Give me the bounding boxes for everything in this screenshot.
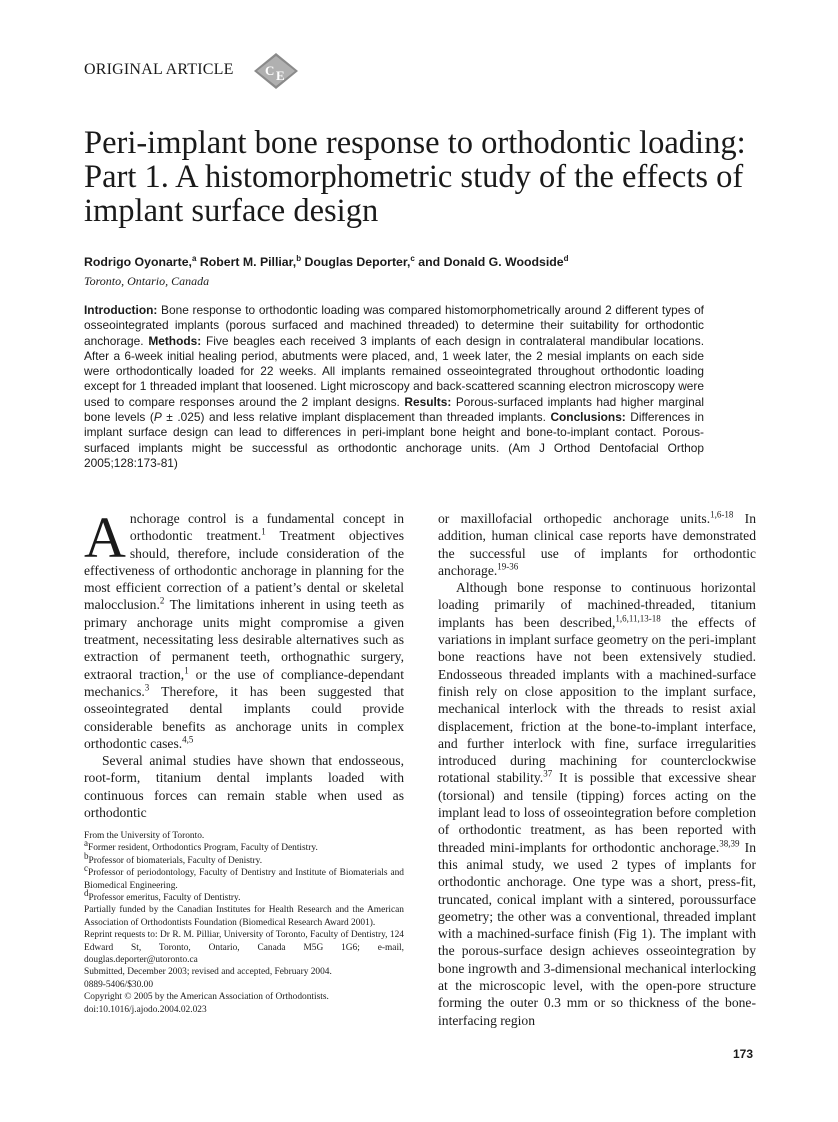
abstract: Introduction: Bone response to orthodontic loading was compared histomorphometrically around 2 different types of osseointegrated implants (porous surfaced and machined threaded) to determine their suitability for orthodontic anchorage. Methods: Five beagles each received 3 implants of each design in contralateral mandibular locations. After a 6-week initial healing period, abutments were placed, and, 1 week later, the 2 mesial implants on each side were orthodontically loaded for 22 weeks. All implants remained osseointegrated throughout orthodontic loading except for 1 threaded implant that loosened. Light microscopy and back-scattered scanning electron microscopy were used to compare responses around the 2 implant designs. Results: Porous-surfaced implants had higher marginal bone levels (P ± .025) and less relative implant displacement than threaded implants. Conclusions: Differences in implant surface design can lead to differences in peri-implant bone height and bone-to-implant contact. Porous-surfaced implants might be successful as orthodontic anchorage units. (Am J Orthod Dentofacial Orthop 2005;128:173-81) [84,303,704,470]
footnote-c: $^c$Professor of periodontology, Faculty of Dentistry and Institute of Biomaterials and Biomedical Engineering. [84,863,404,891]
body-paragraph: or maxillofacial orthopedic anchorage units.$^{1,6-18}$ In addition, human clinical case reports have demonstrated the successful use of implants for orthodontic anchorage.$^{19-36}$ [438,509,756,578]
section-label: ORIGINAL ARTICLE [84,61,234,78]
svg-text:C: C [265,63,275,78]
footnote-funding: Partially funded by the Canadian Institutes for Health Research and the American Association of Orthodontists Foundation (Biomedical Research Award 2001). [84,905,404,928]
footnote-reprint: Reprint requests to: Dr R. M. Pilliar, University of Toronto, Faculty of Dentistry, 124 Edward St, Toronto, Ontario, Canada M5G 1G6; e-mail, douglas.deporter@utoronto.ca [84,930,404,966]
journal-logo [252,52,300,90]
author-list: Rodrigo Oyonarte,$^a$ Robert M. Pilliar,$^b$ Douglas Deporter,$^c$ and Donald G. Woodside$^d$ [84,253,569,269]
author-name: Rodrigo Oyonarte, [84,255,192,269]
footnotes [84,830,404,1016]
footnote-a: $^a$Former resident, Orthodontics Program, Faculty of Dentistry. [84,838,318,854]
svg-text:E: E [276,68,285,83]
article-title: Peri-implant bone response to orthodontic loading: Part 1. A histomorphometric study of the effects of implant surface design [84,125,746,229]
footnote-doi: doi:10.1016/j.ajodo.2004.02.023 [84,1004,207,1015]
footnote-affiliation: From the University of Toronto. [84,831,205,841]
author-location: Toronto, Ontario, Canada [84,274,210,288]
author-name: Douglas Deporter, [304,255,411,269]
footnote-submitted: Submitted, December 2003; revised and accepted, February 2004. [84,967,332,978]
drop-cap: A [84,505,126,570]
page-number: 173 [733,1047,754,1061]
body-paragraph: Several animal studies have shown that endosseous, root-form, titanium dental implants loaded with continuous forces can remain stable when used as orthodontic [84,753,404,821]
body-column-right [438,510,756,1029]
footnote-issn: 0889-5406/$30.00 [84,979,154,990]
body-paragraph: Although bone response to continuous horizontal loading primarily of machined-threaded, titanium implants has been described,$^{1,6,11,13-18}$ the effects of variations in implant surface geometry on the peri-implant bone reactions have not been extensively studied. Endosseous threaded implants with a machined-surface finish rely on close apposition to the implant surface, mechanical interlock with the threads to resist axial displacement, friction at the bone-to-implant interface, and further interlock with fine, surface irregularities introduced during machining for counterclockwise rotational stability.$^{37}$ It is possible that excessive shear (torsional) and tensile (tipping) forces acting on the implant lead to loss of osseointegration before completion of orthodontic treatment, as has been reported with threaded mini-implants for orthodontic anchorage.$^{38,39}$ In this animal study, we used 2 types of implants for orthodontic anchorage. One type was a short, press-fit, truncated, conical implant with a sintered, poroussurface geometry; the other was a conventional, threaded implant with a machined-surface finish (Fig 1). The implant with the porous-surface design achieves osseointegration by bone ingrowth and 3-dimensional mechanical interlocking at the microscopic level, with the open-pore structure forming the outer 0.3 mm or so thickness of the bone-interfacing region [438,580,756,1028]
footnote-d: $^d$Professor emeritus, Faculty of Dentistry. [84,887,241,904]
body-column-left [84,505,404,821]
body-paragraph: Anchorage control is a fundamental concept in orthodontic treatment.$^1$ Treatment objectives should, therefore, include consideration of the effectiveness of orthodontic anchorage in planning for the most efficient correction of a patient’s dental or skeletal malocclusion.$^2$ The limitations inherent in using teeth as primary anchorage units might compromise a given treatment, necessitating less desirable alternatives such as extraction of permanent teeth, orthognathic surgery, extraoral traction,$^1$ or the use of compliance-dependant mechanics.$^3$ Therefore, it has been suggested that osseointegrated dental implants could provide considerable benefits as anchorage units in complex orthodontic cases.$^{4,5}$ [84,505,404,751]
footnote-b: $^b$Professor of biomaterials, Faculty of Denistry. [84,850,263,866]
author-name: Robert M. Pilliar, [199,255,297,269]
author-name: and Donald G. Woodside [418,255,564,269]
footnote-copyright: Copyright © 2005 by the American Association of Orthodontists. [84,992,329,1003]
